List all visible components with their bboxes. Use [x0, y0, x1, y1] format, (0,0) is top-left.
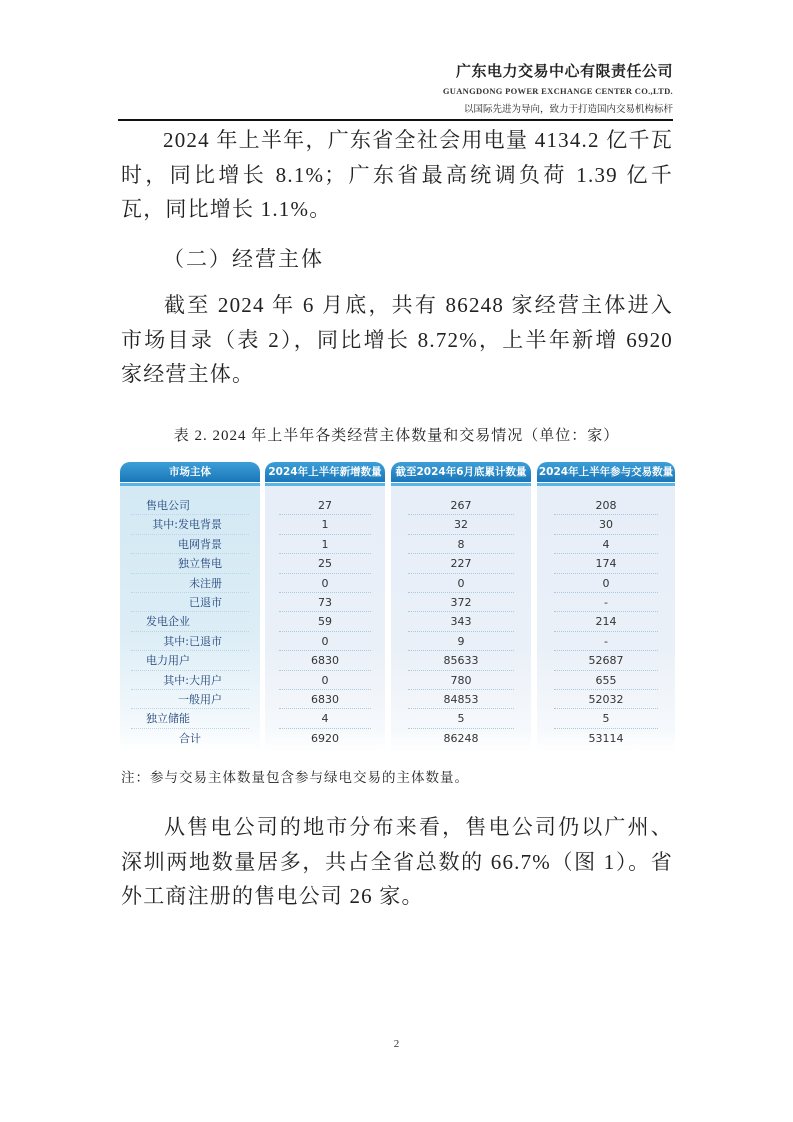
column-entity	[120, 462, 260, 752]
page-number: 2	[393, 1038, 400, 1050]
header-divider	[118, 119, 673, 121]
table-cell: 84853	[391, 690, 531, 709]
row-label: 电力用户	[120, 651, 260, 670]
table-cell: 73	[265, 593, 385, 612]
column-new	[265, 462, 385, 752]
column-header: 2024年上半年新增数量	[265, 462, 385, 482]
row-label: 一般用户	[120, 690, 260, 709]
row-label: 发电企业	[120, 612, 260, 631]
row-label: 其中:已退市	[120, 632, 260, 651]
row-label: 其中:发电背景	[120, 515, 260, 534]
table-cell: 343	[391, 612, 531, 631]
row-label: 售电公司	[120, 496, 260, 515]
table-cell: 4	[265, 709, 385, 728]
table-cell: 174	[537, 554, 675, 573]
table-cell: 0	[537, 574, 675, 593]
table-cell: 32	[391, 515, 531, 534]
row-label: 未注册	[120, 574, 260, 593]
table-cell: 1	[265, 535, 385, 554]
table-cell: 208	[537, 496, 675, 515]
table-note: 注：参与交易主体数量包含参与绿电交易的主体数量。	[121, 770, 469, 785]
table-cell: 6920	[311, 731, 339, 745]
table-cell: 53114	[588, 731, 624, 745]
document-header	[443, 60, 673, 115]
table-cell: 9	[391, 632, 531, 651]
table-cell: 85633	[391, 651, 531, 670]
table-cell: 227	[391, 554, 531, 573]
table-cell: 0	[265, 632, 385, 651]
column-cumulative	[391, 462, 531, 752]
table-cell: 780	[391, 671, 531, 690]
table-cell: 0	[265, 574, 385, 593]
table-caption: 表 2. 2024 年上半年各类经营主体数量和交易情况（单位：家）	[173, 428, 620, 444]
table-cell: -	[537, 632, 675, 651]
table-cell: 267	[391, 496, 531, 515]
table-cell: 27	[265, 496, 385, 515]
column-header: 截至2024年6月底累计数量	[391, 462, 531, 482]
row-label: 独立储能	[120, 709, 260, 728]
table-cell: 4	[537, 535, 675, 554]
org-name-en: GUANGDONG POWER EXCHANGE CENTER CO.,LTD.	[442, 86, 673, 96]
section-heading: （二）经营主体	[163, 247, 324, 271]
market-entities-table	[120, 462, 675, 752]
org-slogan: 以国际先进为导向，致力于打造国内交易机构标杆	[463, 104, 673, 115]
paragraph-market-entities: 截至 2024 年 6 月底，共有 86248 家经营主体进入市场目录（表 2），同比增长 8.72%，上半年新增 6920 家经营主体。	[121, 293, 673, 386]
row-label: 合计	[179, 731, 201, 745]
table-cell: 30	[537, 515, 675, 534]
table-cell: -	[537, 593, 675, 612]
paragraph-distribution: 从售电公司的地市分布来看，售电公司仍以广州、深圳两地数量居多，共占全省总数的 66.7%（图 1）。省外工商注册的售电公司 26 家。	[121, 815, 673, 908]
column-header: 市场主体	[120, 462, 260, 482]
org-name-cn: 广东电力交易中心有限责任公司	[455, 62, 673, 80]
row-label: 已退市	[120, 593, 260, 612]
table-cell: 6830	[265, 690, 385, 709]
table-cell: 8	[391, 535, 531, 554]
table-cell: 0	[265, 671, 385, 690]
table-cell: 59	[265, 612, 385, 631]
column-traded	[537, 462, 675, 752]
column-header: 2024年上半年参与交易数量	[537, 462, 675, 482]
table-cell: 214	[537, 612, 675, 631]
table-cell: 5	[391, 709, 531, 728]
table-cell: 1	[265, 515, 385, 534]
table-cell: 5	[537, 709, 675, 728]
table-cell: 52687	[537, 651, 675, 670]
table-cell: 86248	[443, 731, 479, 745]
paragraph-electricity: 2024 年上半年，广东省全社会用电量 4134.2 亿千瓦时，同比增长 8.1%；广东省最高统调负荷 1.39 亿千瓦，同比增长 1.1%。	[121, 128, 673, 221]
table-cell: 0	[391, 574, 531, 593]
table-cell: 25	[265, 554, 385, 573]
table-cell: 655	[537, 671, 675, 690]
row-label: 电网背景	[120, 535, 260, 554]
table-cell: 6830	[265, 651, 385, 670]
row-label: 独立售电	[120, 554, 260, 573]
table-cell: 372	[391, 593, 531, 612]
table-cell: 52032	[537, 690, 675, 709]
row-label: 其中:大用户	[120, 671, 260, 690]
